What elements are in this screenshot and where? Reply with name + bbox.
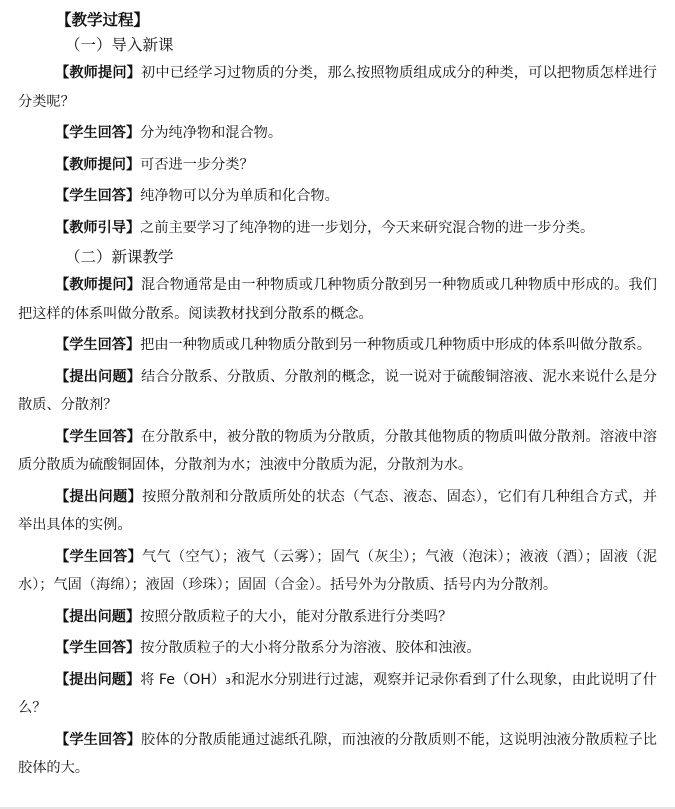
speaker-tag: 【学生回答】: [55, 640, 141, 656]
dialogue-paragraph: [18, 59, 657, 116]
intro-dialogue: [18, 59, 657, 242]
paragraph-text: 之前主要学习了纯净物的进一步划分，今天来研究混合物的进一步分类。: [140, 219, 595, 236]
dialogue-paragraph: [18, 483, 657, 540]
speaker-tag: 【教师引导】: [55, 219, 141, 236]
dialogue-paragraph: [18, 119, 657, 148]
speaker-tag: 【提出问题】: [55, 488, 143, 505]
paragraph-text: 结合分散系、分散质、分散剂的概念，说一说对于硫酸铜溶液、泥水来说什么是分散质、分散剂？: [18, 368, 657, 413]
dialogue-paragraph: [18, 603, 657, 632]
dialogue-paragraph: [18, 634, 657, 663]
paragraph-text: 可否进一步分类？: [140, 156, 254, 173]
speaker-tag: 【学生回答】: [55, 731, 142, 748]
paragraph-text: 按照分散剂和分散质所处的状态（气态、液态、固态），它们有几种组合方式，并举出具体的实例。: [18, 488, 657, 533]
dialogue-paragraph: [18, 214, 657, 243]
paragraph-text: 把由一种物质或几种物质分散到另一种物质或几种物质中形成的体系叫做分散系。: [140, 337, 651, 353]
speaker-tag: 【学生回答】: [55, 188, 141, 204]
paragraph-text: 按分散质粒子的大小将分散系分为溶液、胶体和浊液。: [140, 640, 481, 656]
dialogue-paragraph: [18, 271, 657, 328]
speaker-tag: 【学生回答】: [55, 428, 142, 445]
paragraph-text: 将 Fe（OH）₃和泥水分别进行过滤，观察并记录你看到了什么现象，由此说明了什么？: [18, 671, 657, 716]
paragraph-text: 初中已经学习过物质的分类，那么按照物质组成成分的种类，可以把物质怎样进行分类呢？: [18, 65, 657, 110]
dialogue-paragraph: [18, 182, 657, 211]
dialogue-paragraph: [18, 331, 657, 360]
speaker-tag: 【学生回答】: [55, 337, 141, 353]
speaker-tag: 【提出问题】: [55, 368, 142, 385]
speaker-tag: 【教师提问】: [55, 277, 142, 293]
speaker-tag: 【提出问题】: [55, 671, 141, 688]
paragraph-text: 在分散系中，被分散的物质为分散质，分散其他物质的物质叫做分散剂。溶液中溶质分散质为硫酸铜固体，分散剂为水；浊液中分散质为泥，分散剂为水。: [18, 428, 657, 473]
paragraph-text: 纯净物可以分为单质和化合物。: [140, 188, 339, 204]
subsection-new-lesson: （二）新课教学: [65, 248, 174, 266]
speaker-tag: 【学生回答】: [55, 548, 142, 565]
dialogue-paragraph: [18, 666, 657, 723]
paragraph-text: 胶体的分散质能通过滤纸孔隙，而浊液的分散质则不能，这说明浊液分散质粒子比胶体的大。: [18, 731, 657, 776]
dialogue-paragraph: [18, 543, 657, 600]
dialogue-paragraph: [18, 423, 657, 480]
subsection-intro: （一）导入新课: [65, 36, 174, 54]
speaker-tag: 【教师提问】: [55, 156, 141, 173]
dialogue-paragraph: [18, 363, 657, 420]
paragraph-text: 混合物通常是由一种物质或几种物质分散到另一种物质或几种物质中形成的。我们把这样的体系叫做分散系。阅读教材找到分散系的概念。: [18, 277, 657, 322]
lesson-dialogue: [18, 271, 657, 783]
dialogue-paragraph: [18, 151, 657, 180]
speaker-tag: 【学生回答】: [55, 125, 141, 141]
speaker-tag: 【教师提问】: [55, 65, 142, 81]
section-title: 【教学过程】: [56, 11, 150, 29]
paragraph-text: 按照分散质粒子的大小，能对分散系进行分类吗？: [140, 608, 453, 625]
paragraph-text: 气气（空气）；液气（云雾）；固气（灰尘）；气液（泡沫）；液液（酒）；固液（泥水）；气固（海绵）；液固（珍珠）；固固（合金）。括号外为分散质、括号内为分散剂。: [18, 548, 657, 593]
speaker-tag: 【提出问题】: [55, 608, 141, 625]
paragraph-text: 分为纯净物和混合物。: [140, 125, 283, 141]
dialogue-paragraph: [18, 726, 657, 783]
